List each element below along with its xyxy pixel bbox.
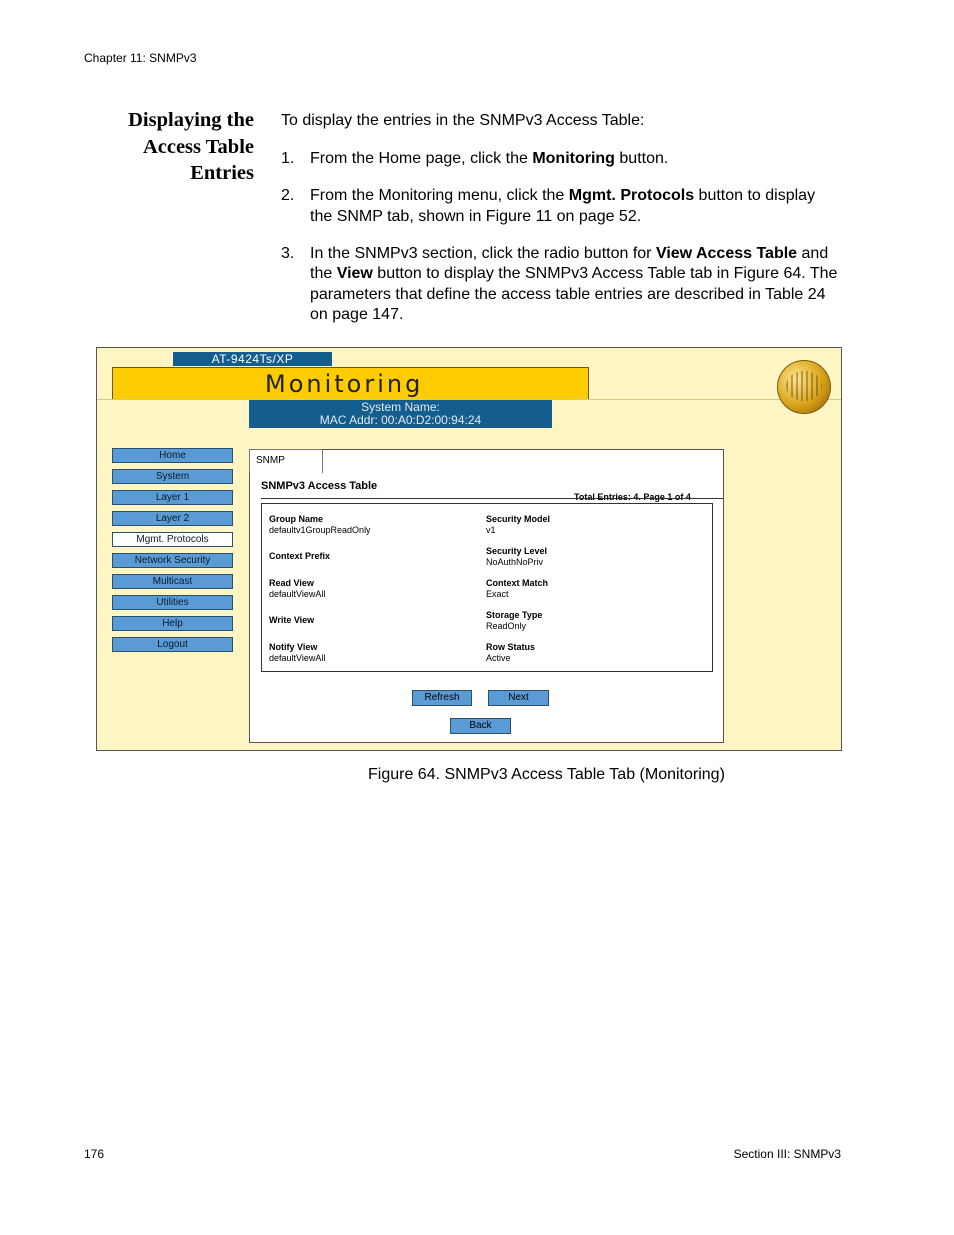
field-value: ReadOnly [486, 621, 527, 631]
mac-address: MAC Addr: 00:A0:D2:00:94:24 [319, 413, 482, 427]
nav-item-logout[interactable]: Logout [112, 637, 233, 652]
step-number: 2. [281, 187, 295, 204]
field-label: Storage Type [486, 610, 543, 620]
figure-caption: Figure 64. SNMPv3 Access Table Tab (Monitoring) [368, 766, 725, 783]
field-value: Exact [486, 589, 509, 599]
page-number: 176 [84, 1147, 105, 1161]
footer-section: Section III: SNMPv3 [733, 1147, 841, 1161]
field-value: defaultViewAll [269, 589, 326, 599]
banner-title: Monitoring [265, 370, 424, 398]
nav-item-network-security[interactable]: Network Security [112, 553, 233, 568]
step-item [281, 149, 841, 170]
device-model-tab: AT-9424Ts/XP [173, 352, 332, 366]
field-value: v1 [486, 525, 496, 535]
step-text: From the Monitoring menu, click the Mgmt. Protocols button to display the SNMP tab, shown in Figure 11 on page 52. [310, 187, 816, 225]
nav-item-mgmt-protocols[interactable]: Mgmt. Protocols [112, 532, 233, 547]
nav-item-layer-2[interactable]: Layer 2 [112, 511, 233, 526]
figure-screenshot [96, 347, 842, 751]
next-button[interactable]: Next [488, 690, 549, 706]
nav-item-system[interactable]: System [112, 469, 233, 484]
refresh-button[interactable]: Refresh [412, 690, 472, 706]
back-button[interactable]: Back [450, 718, 511, 734]
step-item [281, 186, 841, 227]
title-underline [261, 498, 723, 499]
section-heading-line: Displaying the [128, 109, 254, 131]
field-label: Security Model [486, 514, 551, 524]
nav-item-utilities[interactable]: Utilities [112, 595, 233, 610]
field-label: Context Match [486, 578, 549, 588]
field-value: defaultViewAll [269, 653, 326, 663]
system-name-label: System Name: [361, 400, 440, 414]
chapter-header: Chapter 11: SNMPv3 [84, 51, 197, 65]
tab-snmp[interactable]: SNMP [249, 449, 323, 473]
field-value: defaultv1GroupReadOnly [269, 525, 371, 535]
field-label: Notify View [269, 642, 318, 652]
section-heading-line: Access Table [142, 135, 254, 158]
field-label: Row Status [486, 642, 536, 652]
step-item [281, 244, 841, 326]
nav-item-help[interactable]: Help [112, 616, 233, 631]
table-title: SNMPv3 Access Table [261, 480, 378, 492]
intro-text: To display the entries in the SNMPv3 Access Table: [281, 112, 645, 129]
access-table-entry [261, 503, 713, 672]
field-label: Group Name [269, 514, 324, 524]
field-value: NoAuthNoPriv [486, 557, 544, 567]
globe-logo-icon [777, 360, 831, 414]
field-label: Read View [269, 578, 314, 588]
step-text: In the SNMPv3 section, click the radio button for View Access Table and the View button to display the SNMPv3 Access Table tab in Figure 64. The parameters that define the access table entries are described in Table 24 on page 147. [310, 244, 838, 323]
section-heading-line: Entries [190, 162, 254, 184]
nav-item-layer-1[interactable]: Layer 1 [112, 490, 233, 505]
step-text: From the Home page, click the Monitoring button. [310, 150, 669, 167]
nav-item-home[interactable]: Home [112, 448, 233, 463]
total-entries: Total Entries: 4. Page 1 of 4 [574, 492, 691, 502]
system-info-box [249, 400, 552, 428]
field-label: Write View [269, 615, 315, 625]
monitoring-banner [112, 367, 589, 400]
step-number: 3. [281, 244, 295, 262]
steps-list [281, 149, 841, 342]
field-value: Active [486, 653, 511, 663]
nav-item-multicast[interactable]: Multicast [112, 574, 233, 589]
field-label: Security Level [486, 546, 548, 556]
section-heading [96, 107, 254, 187]
step-number: 1. [281, 150, 295, 167]
field-label: Context Prefix [269, 551, 331, 561]
